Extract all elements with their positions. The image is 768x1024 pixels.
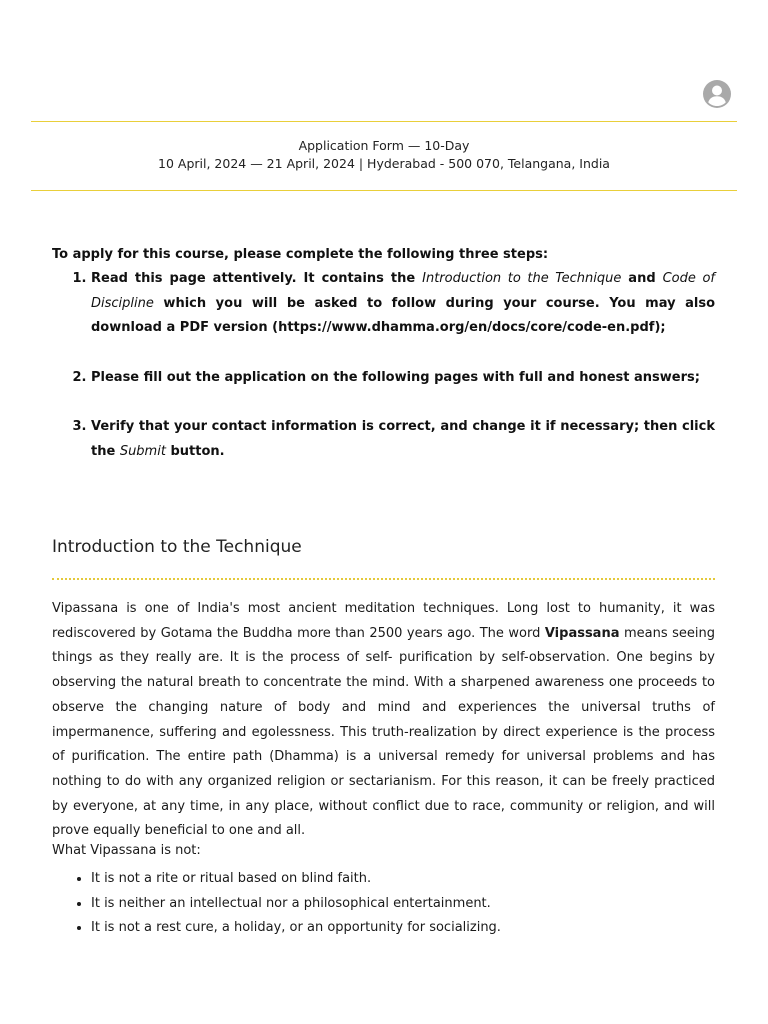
list-item: • It is neither an intellectual nor a philosophical entertainment.	[91, 892, 754, 917]
not-list-label: What Vipassana is not:	[52, 843, 201, 858]
step-item-3	[91, 415, 715, 464]
not-list	[52, 867, 754, 941]
step1-text-c: which you will be asked to follow during your course. You may also download a PDF version (https://www.dhamma.org/en/docs/core/code-en.pdf);	[91, 295, 715, 335]
intro-bold-vipassana: Vipassana	[544, 625, 620, 641]
intro-text-b: means seeing things as they really are. It is the process of self- purification by self-observation. One begins by observing the natural breath to concentrate the mind. With a sharpened awareness one proceeds to observe the changing nature of body and mind and experiences the universal truths of impermanence, suffering and egolessness. This truth-realization by direct experience is the process of purification. The entire path (Dhamma) is a universal remedy for universal problems and has nothing to do with any organized religion or sectarianism. For this reason, it can be freely practiced by everyone, at any time, in any place, without conflict due to race, community or religion, and will prove equally beneficial to one and all.	[52, 625, 715, 839]
step-item-1	[91, 267, 715, 341]
top-bar	[0, 0, 768, 121]
intro-divider	[52, 578, 715, 580]
step1-em-code: Code of Discipline	[91, 271, 715, 311]
step1-text-a: Read this page attentively. It contains the	[91, 271, 423, 286]
course-details: 10 April, 2024 — 21 April, 2024 | Hyderabad - 500 070, Telangana, India	[158, 156, 610, 171]
step3-em-submit: Submit	[119, 443, 166, 459]
list-item: • It is not a rite or ritual based on blind faith.	[91, 867, 754, 892]
step1-text-b: and	[621, 271, 663, 286]
course-header	[31, 137, 737, 173]
header-bottom-rule	[31, 190, 737, 191]
step-item-2: 2. Please fill out the application on the following pages with full and honest answers;	[91, 366, 715, 391]
steps-list	[52, 267, 715, 464]
form-title: Application Form — 10-Day	[298, 138, 470, 153]
steps-section	[52, 243, 715, 464]
intro-text-a: Vipassana is one of India's most ancient meditation techniques. Long lost to humanity, it was rediscovered by Gotama the Buddha more than 2500 years ago. The word	[52, 601, 715, 641]
step1-em-intro: Introduction to the Technique	[422, 271, 622, 286]
intro-heading: Introduction to the Technique	[52, 537, 302, 557]
header-top-rule	[31, 121, 737, 122]
steps-title: To apply for this course, please complete the following three steps:	[52, 247, 549, 262]
list-item: • It is not a rest cure, a holiday, or an opportunity for socializing.	[91, 916, 754, 941]
intro-paragraph	[52, 597, 715, 844]
step3-text-a: Verify that your contact information is correct, and change it if necessary; then click the	[91, 419, 715, 459]
step3-text-b: button.	[165, 443, 225, 459]
user-avatar-icon[interactable]	[703, 80, 731, 108]
